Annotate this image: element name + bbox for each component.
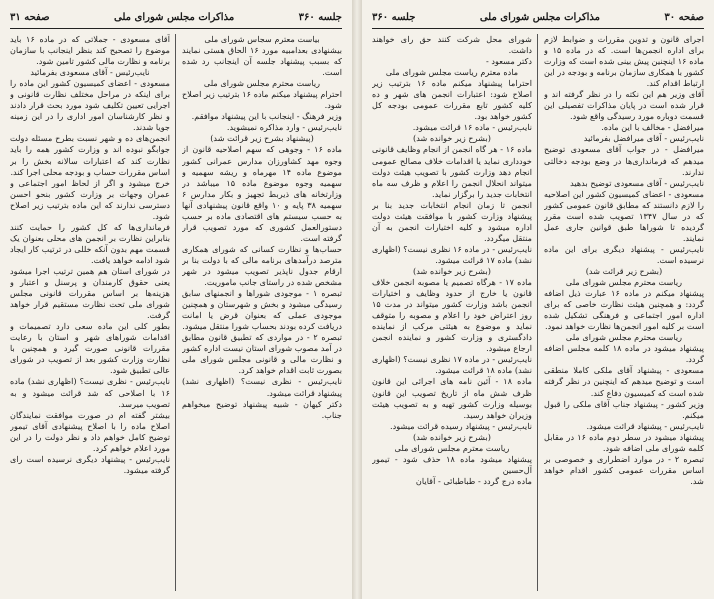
- paragraph: تبصره ۱ - موجودی شوراها و انجمنهای سابق رسیدگی میشود و بخش و شهرستان و همچنین موجودی عملی که بعنوان قرض یا امانت دریافت کرده بودند بحساب شورا منتقل میشود.: [182, 288, 342, 332]
- paragraph: دکتر مسعود -: [485, 56, 532, 67]
- paragraph: ماده ۱۶ - وجوهی که سهم اصلاحیه قانون از وجوه مهد کشاورزان مدارس عمرانی کشور موضوع ماده ۱۴ مهرماه و ریشه سهمیه و سهمیه وجوه موضوع ماده ۱۵ میباشد در وزارتخانه های ذیربط تجهیز و بکار مدارس ۶ سهمیه ۳۸ پایه و ۱۰ واقع قانون پیشنهادی آنها به حسب سیستم های اقتصادی ماده بر حسب دستورالعمل کشوری که مورد تصویب قرار گرفته است.: [182, 144, 342, 243]
- session-number: جلسه ۳۶۰: [298, 11, 342, 23]
- paragraph: نایب‌رئیس - پیشنهاد رسیده قرائت میشود.: [390, 420, 532, 431]
- paragraph: پیشنهاد میشود در سطر دوم ماده ۱۶ در مقابل کلمه شورای ملی اضافه شود.: [544, 431, 704, 453]
- paragraph: پیشنهاد میشود ماده ۱۸ حذف شود - تیمور آل‌حسین: [372, 453, 532, 475]
- paragraph: ریاست محترم مجلس شورای ملی: [565, 277, 683, 288]
- paragraph: بیشتر گفته ام در صورت موافقت نمایندگان اصلاح ماده را با اصلاح پیشنهادی آقای تیمور توضیح کامل خواهم داد و نظر دولت را در این مورد اعلام خواهم کرد.: [10, 409, 170, 453]
- page-number: صفحه ۳۱: [10, 11, 50, 23]
- paragraph: نایب‌رئیس - نظری نیست؟ (اظهاری نشد) پیشنهاد قرائت میشود.: [182, 376, 342, 398]
- paragraph: ماده درج گردد - طباطبائی - آقایان: [415, 475, 532, 486]
- paragraph: نایب‌رئیس - وارد مذاکره نمیشوید.: [226, 122, 342, 133]
- paragraph: ماده ۱۷ - هرگاه تصمیم یا مصوبه انجمن خلاف قانون یا خارج از حدود وظایف و اختیارات انجمن باشد وزارت کشور میتواند در مدت ۱۵ روز اعتراض خود را اعلام و مصوبه را متوقف نماید و موضوع به هیئتی مرکب از نماینده دادگستری و وزارت کشور و نماینده انجمن ارجاع میشود.: [372, 277, 532, 354]
- paragraph: نایب‌رئیس - آقای مسعودی توضیح بدهید: [570, 177, 704, 188]
- left-page: [0, 0, 352, 599]
- paragraph: تبصره ۲ - در موارد اضطراری و خصوصی بر اساس مقررات عمومی کشور اقدام خواهد شد.: [544, 453, 704, 486]
- text-column-right: [182, 34, 342, 593]
- paragraph: میرافضل - مخالف با این ماده.: [601, 122, 704, 133]
- paragraph: نایب‌رئیس - در ماده ۱۷ نظری نیست؟ (اظهاری نشد) ماده ۱۸ قرائت میشود.: [372, 354, 532, 376]
- paragraph: ماده معترم ریاست مجلس شورای ملی: [385, 67, 519, 78]
- paragraph: احترام پیشنهاد میکنم ماده ۱۶ بترتیب زیر اصلاح شود.: [182, 89, 342, 111]
- paragraph: پیشنهاد میشود در ماده ۱۸ کلمه مجلس اضافه گردد.: [544, 343, 704, 365]
- paragraph: بیشنهادی بعدامبیه مورد ۱۶ الحاق هستی نمایند که بسبب پیشنهاد جلسه آن اینجانب رد شده است.: [182, 45, 342, 78]
- paragraph: آقای وزیر هم این نکته را در نظر گرفته اند و قرار شده است در پایان مذاکرات تفصیلی این قسمت دوباره مورد رسیدگی واقع شود.: [544, 89, 704, 122]
- text-column-left: [372, 34, 532, 593]
- paragraph: (بشرح زیر قرائت شد): [585, 265, 663, 276]
- paragraph: دکتر کیهان - شبیه پیشنهاد توضیح میخواهم جناب.: [182, 398, 342, 420]
- page-header: [10, 8, 342, 26]
- paragraph: بیاست معترم سجاس شورای ملی: [204, 34, 320, 44]
- page-title: مذاکرات مجلس شورای ملی: [479, 11, 600, 23]
- paragraph: (بشرح زیر خوانده شد): [413, 431, 491, 442]
- paragraph: نایب‌رئیس - نظری نیست؟ (اظهاری نشد) ماده ۱۶ با اصلاحی که شد قرائت میشود و به تصویب میرسد.: [10, 376, 170, 409]
- paragraph: احتراما پیشنهاد میکنم ماده ۱۶ بترتیب زیر اصلاح شود: اعتبارات انجمن های شهر و ده کلیه کشور تابع مقررات عمومی بودجه کل کشور خواهد بود.: [372, 78, 532, 122]
- paragraph: مسعودی - اعضای کمیسیون کشور این اصلاحیه را لازم دانستند که مطابق قانون عمومی کشور که در سال ۱۳۴۷ تصویب شده است مقرر گردیده تا شوراها طبق قوانین جاری عمل نمایند.: [544, 188, 704, 243]
- paragraph: انجمن‌های ده و شهر نسبت بطرح مسئله دولت جوابگو نبوده اند و وزارت کشور همه را باید نظارت کند که اعتبارات سالانه بخش را بر اساس مقررات حساب و بودجه محلی اجرا کند.: [10, 133, 170, 177]
- paragraph: (بشرح زیر خوانده شد): [413, 133, 491, 144]
- header-rule: [10, 28, 342, 29]
- paragraph: آقای مسعودی - جملاتی که در ماده ۱۶ باید موضوع را تصحیح کند بنظر اینجانب با سازمان برنامه و نظارت مالی کشور تامین شود.: [10, 34, 170, 67]
- paragraph: انجمن تا زمان انجام انتخابات جدید بنا بر پیشنهاد وزارت کشور با موافقت هیئت دولت اداره میشود و کلیه اختیارات انجمن به آن منتقل میگردد.: [372, 199, 532, 243]
- paragraph: مسعودی - اعضای کمیسیون کشور این ماده را برای اینکه در مراحل مختلف نظارت قانونی و اجرایی تعیین تکلیف شود مورد بحث قرار دادند و نظر کارشناسان امور اداری را در این زمینه جویا شدند.: [10, 78, 170, 133]
- paragraph: وزیر کشور - پیشنهاد جناب آقای ملکی را قبول میکنم.: [544, 398, 704, 420]
- paragraph: نایب‌رئیس - ماده ۱۶ قرائت میشود.: [412, 122, 532, 133]
- page-title: مذاکرات مجلس شورای ملی: [114, 11, 235, 23]
- paragraph: در شورای استان هم همین ترتیب اجرا میشود یعنی حقوق کارمندان و پرسنل و اعتبار و هزینه‌ها بر اساس مقررات قانونی مجلس شورای ملی تحت نظارت مستقیم قرار خواهد گرفت.: [10, 265, 170, 321]
- header-rule: [372, 28, 704, 29]
- paragraph: (بشرح زیر خوانده شد): [413, 265, 491, 276]
- paragraph: نایب‌رئیس - پیشنهاد دیگری برای این ماده نرسیده است.: [544, 243, 704, 265]
- paragraph: میرافضل - در جواب آقای مسعودی توضیح میدهم که فرمانداری‌ها در وضع بودجه دخالتی ندارند.: [544, 144, 704, 177]
- right-page: [362, 0, 714, 599]
- paragraph: فرمانداری‌ها که کل کشور را حمایت کنند بنابراین نظارت بر انجمن های محلی بعنوان یک قسمت مهم بدون آنکه خللی در ترتیب کار ایجاد شود ادامه خواهد یافت.: [10, 221, 170, 265]
- paragraph: نایب‌رئیس - آقای میرافضل بفرمائید: [583, 133, 704, 144]
- paragraph: نایب‌رئیس - آقای مسعودی بفرمائید: [30, 67, 150, 78]
- book-gutter: [352, 0, 362, 599]
- paragraph: وزیر فرهنگ - اینجانب با این پیشنهاد موافقم.: [191, 111, 342, 122]
- paragraph: خرج میشود و اگر از لحاظ امور اجتماعی و عمران وجهات بر وزارت کشور بنحو احسن دسترسی ندارند که این ماده بترتیب زیر اصلاح شود.: [10, 177, 170, 221]
- paragraph: نایب‌رئیس - در ماده ۱۶ نظری نیست؟ (اظهاری نشد) ماده ۱۷ قرائت میشود.: [372, 243, 532, 265]
- page-header: [372, 8, 704, 26]
- paragraph: شورای محل شرکت کنند حق رای خواهند داشت.: [372, 34, 532, 56]
- paragraph: ماده ۱۸ - آئین نامه های اجرائی این قانون ظرف شش ماه از تاریخ تصویب این قانون بوسیله وزارت کشور تهیه و به تصویب هیئت وزیران خواهد رسید.: [372, 376, 532, 420]
- paragraph: نایب‌رئیس - پیشنهاد دیگری نرسیده است رای گرفته میشود.: [10, 453, 170, 475]
- paragraph: اجرای قانون و تدوین مقررات و ضوابط لازم برای اداره انجمن‌ها است. که در ماده ۱۵ و ماده ۱۶ اینچنین پیش بینی شده است که وزارت کشور با همکاری سازمان برنامه و بودجه در این ارتباط اقدام کند.: [544, 34, 704, 89]
- session-number: جلسه ۳۶۰: [372, 11, 416, 23]
- column-rule: [175, 34, 176, 591]
- text-column-left: [10, 34, 170, 593]
- paragraph: ماده ۱۶ - هر گاه انجمن از انجام وظایف قانونی خودداری نماید یا اقدامات خلاف مصالح عمومی انجام دهد وزارت کشور با تصویب هیئت دولت میتواند انحلال انجمن را اعلام و ظرف سه ماه انتخابات جدید را برگزار نماید.: [372, 144, 532, 199]
- paragraph: ریاست معترم مجلس شورای ملی: [394, 442, 510, 453]
- paragraph: تبصره ۲ - در مواردی که تطبیق قانون مطابق در آمد مصوب شورای استان نیست اداره کشور و نظارت مالی و قانونی مجلس شورای ملی بصورت ثابت اقدام خواهد کرد.: [182, 332, 342, 376]
- paragraph: پیشنهاد میکنم در ماده ۱۶ عبارت ذیل اضافه گردد: و همچنین هیئت نظارت خاصی که برای اداره امور اجتماعی و فرهنگی تشکیل شده است بر کلیه امور انجمن‌ها نظارت خواهد نمود.: [544, 288, 704, 332]
- paragraph: نایب‌رئیس - پیشنهاد قرائت میشود.: [586, 420, 704, 431]
- page-number: صفحه ۳۰: [664, 11, 704, 23]
- paragraph: بطور کلی این ماده سعی دارد تصمیمات و اقدامات شوراهای شهر و استان با رعایت مقررات قانونی صورت گیرد و همچنین با نظارت وزارت کشور بعد از تصویب در شورای عالی تطبیق شود.: [10, 321, 170, 376]
- paragraph: (پیشنهاد بشرح زیر قرائت شد): [210, 133, 314, 144]
- paragraph: ریاست محترم مجلس شورای ملی: [203, 78, 321, 89]
- text-column-right: [544, 34, 704, 593]
- column-rule: [537, 34, 538, 591]
- paragraph: حساب‌ها و نظارت کسانی که شورای همکاری مترصد درآمدهای برنامه مالی که با دولت بنا بر ارقام جدول ناپذیر تصویب میشود در شهر مشخص شده در راستای جانب ماموریت.: [182, 243, 342, 288]
- paragraph: مسعودی - پیشنهاد آقای ملکی کاملا منطقی است و توضیح میدهم که اینچنین در نظر گرفته شده است که کمیسیون دفاع کند.: [544, 365, 704, 398]
- paragraph: ریاست محترم مجلس شورای ملی: [565, 332, 683, 343]
